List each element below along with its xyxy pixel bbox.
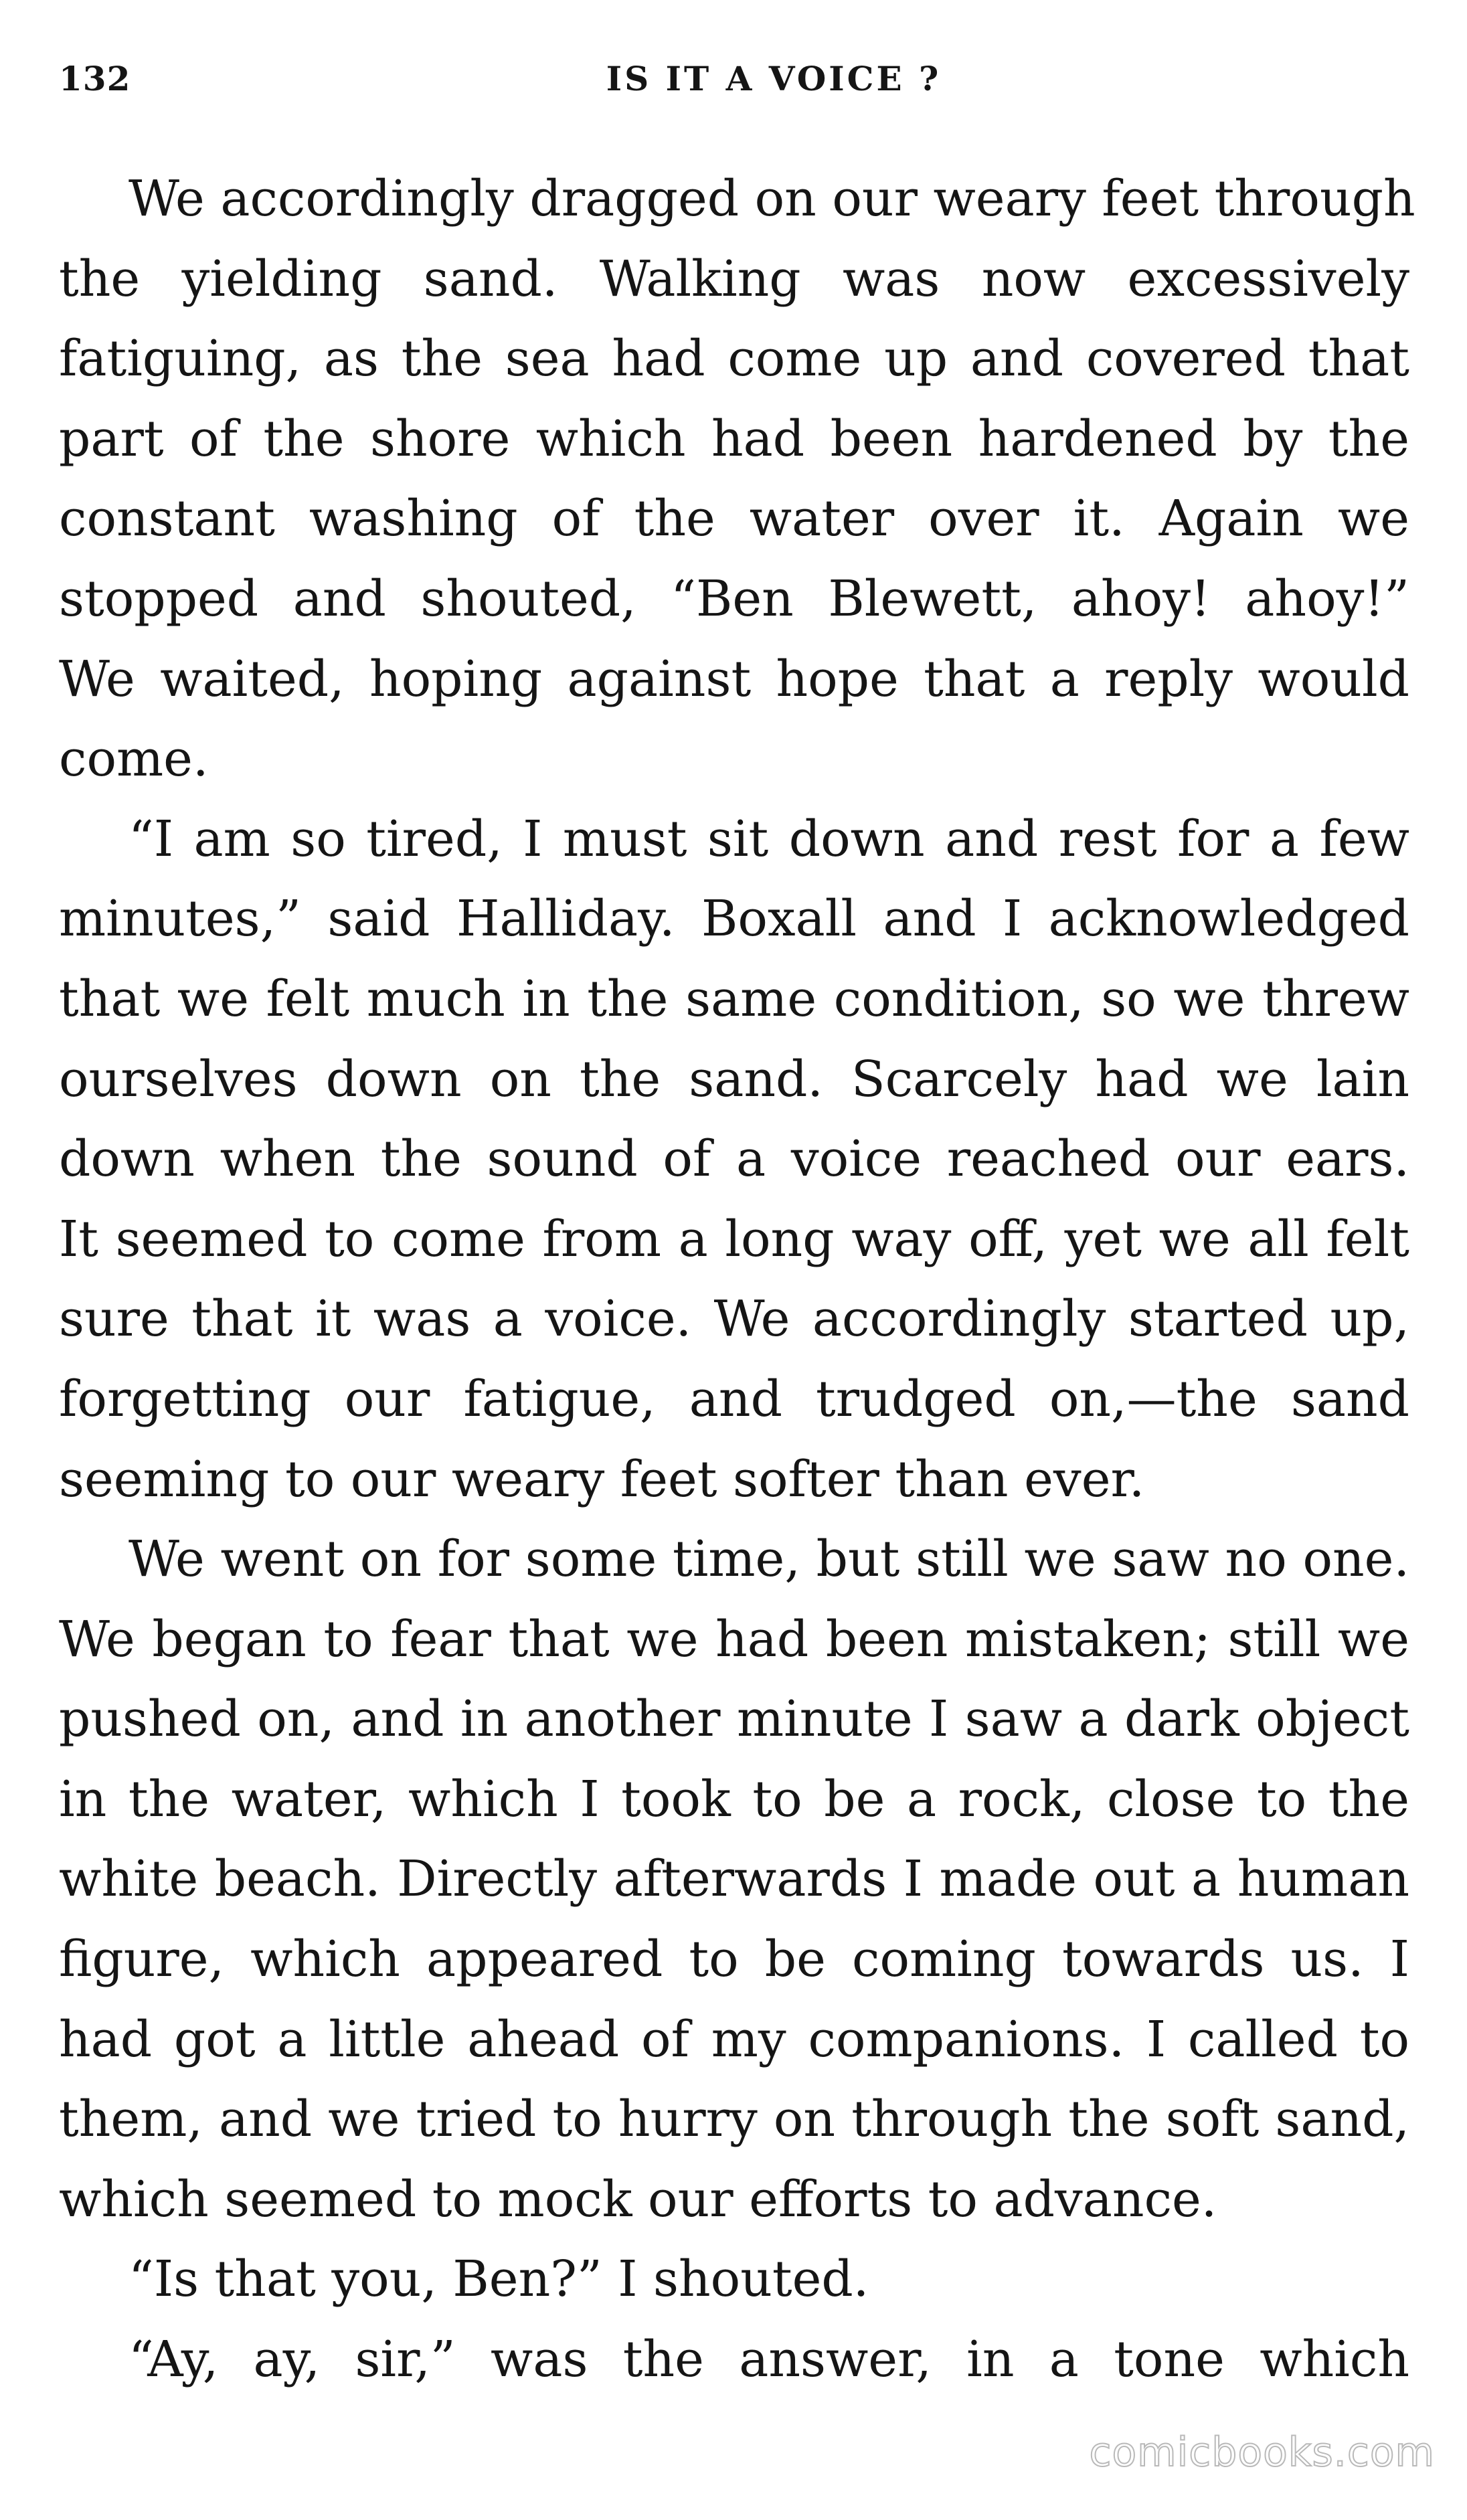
- text-line: which seemed to mock our efforts to advance.: [59, 2170, 1217, 2228]
- text-line: ourselves down on the sand. Scarcely had we lain: [59, 1050, 1409, 1108]
- text-line: the yielding sand. Walking was now excessively: [59, 250, 1409, 308]
- text-line: that we felt much in the same condition, so we threw: [59, 970, 1409, 1028]
- text-line: part of the shore which had been hardened by the: [59, 410, 1409, 468]
- running-title: IS IT A VOICE ?: [606, 59, 942, 98]
- page-number: 132: [59, 59, 131, 98]
- text-line: pushed on, and in another minute I saw a dark object: [59, 1690, 1409, 1748]
- text-line: had got a little ahead of my companions. I called to: [59, 2010, 1409, 2068]
- text-line: forgetting our fatigue, and trudged on,—the sand: [59, 1370, 1409, 1428]
- text-line: minutes,” said Halliday. Boxall and I acknowledged: [59, 890, 1409, 948]
- text-line: sure that it was a voice. We accordingly started up,: [59, 1290, 1409, 1348]
- text-line: them, and we tried to hurry on through the soft sand,: [59, 2090, 1409, 2149]
- text-line: in the water, which I took to be a rock, close to the: [59, 1770, 1409, 1828]
- text-line: come.: [59, 730, 209, 788]
- text-line: seeming to our weary feet softer than ever.: [59, 1450, 1145, 1508]
- text-line: figure, which appeared to be coming towards us. I: [59, 1930, 1409, 1989]
- text-line: “Is that you, Ben?” I shouted.: [128, 2250, 869, 2309]
- text-line: stopped and shouted, “Ben Blewett, ahoy! ahoy!”: [59, 569, 1409, 628]
- text-line: “I am so tired, I must sit down and rest for a few: [128, 810, 1409, 868]
- text-line: constant washing of the water over it. Again we: [59, 490, 1409, 548]
- text-line: fatiguing, as the sea had come up and covered that: [59, 330, 1409, 388]
- text-line: We accordingly dragged on our weary feet through: [128, 170, 1415, 228]
- text-line: It seemed to come from a long way off, yet we all felt: [59, 1210, 1409, 1268]
- text-line: We began to fear that we had been mistaken; still we: [59, 1610, 1409, 1668]
- running-head: [59, 59, 1408, 112]
- text-line: down when the sound of a voice reached our ears.: [59, 1130, 1409, 1188]
- body-text: [59, 159, 1415, 2400]
- text-line: white beach. Directly afterwards I made out a human: [59, 1850, 1409, 1908]
- watermark: comicbooks.com: [1089, 2429, 1435, 2476]
- text-line: We went on for some time, but still we saw no one.: [128, 1530, 1409, 1589]
- text-line: We waited, hoping against hope that a reply would: [59, 650, 1409, 708]
- text-line: “Ay, ay, sir,” was the answer, in a tone which: [128, 2331, 1409, 2389]
